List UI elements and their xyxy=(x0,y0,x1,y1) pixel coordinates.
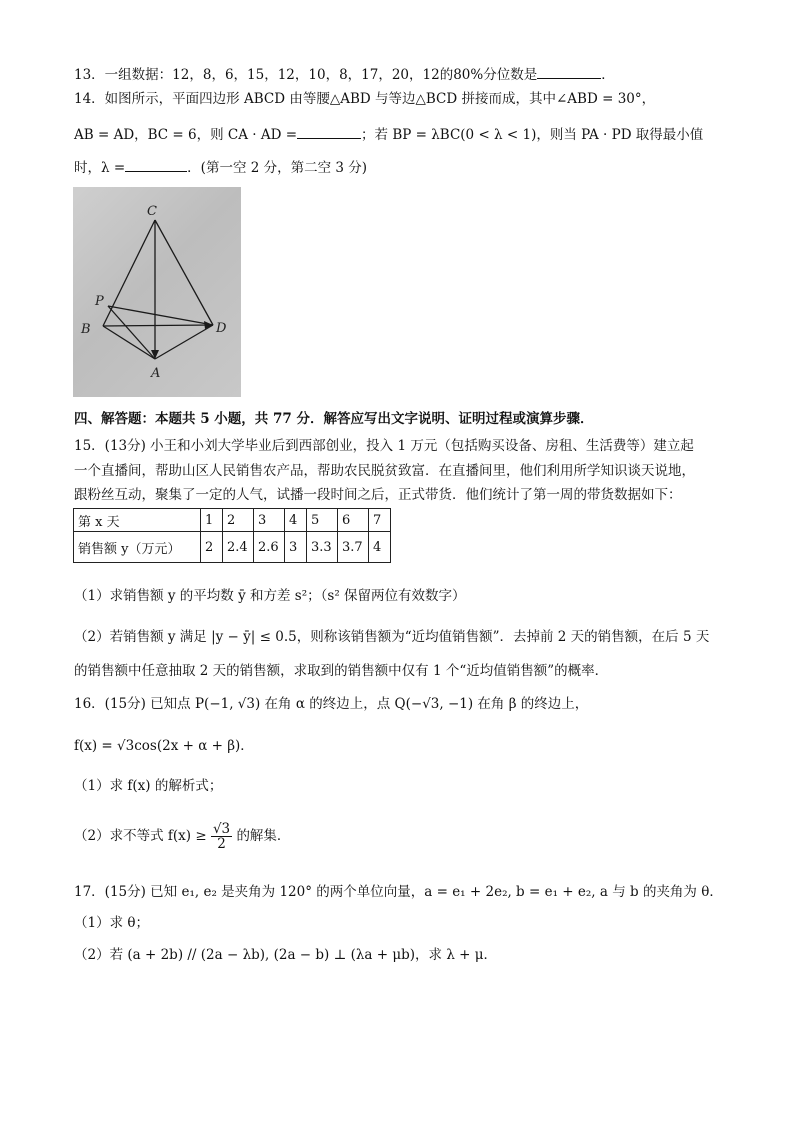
table-cell: 5 xyxy=(307,509,338,532)
segment-PD xyxy=(108,306,213,325)
q15-line2: 一个直播间，帮助山区人民销售农产品，帮助农民脱贫致富．在直播间里，他们利用所学知识谈天说地， xyxy=(74,463,695,479)
q17-part1: （1）求 θ； xyxy=(74,915,150,931)
q14-line3b: ．(第一空 2 分，第二空 3 分) xyxy=(187,160,368,176)
table-header-sales: 销售额 y（万元） xyxy=(74,532,201,563)
table-cell: 3.3 xyxy=(307,532,338,563)
q13-end: ． xyxy=(601,67,615,83)
edge-AD xyxy=(155,325,213,359)
q14-line2 xyxy=(74,124,703,144)
q16-part2b: 的解集． xyxy=(236,828,291,844)
edge-CD xyxy=(155,220,213,325)
quadrilateral-diagram xyxy=(73,187,241,397)
q15-part2-line2: 的销售额中任意抽取 2 天的销售额，求取到的销售额中仅有 1 个“近均值销售额”的概率． xyxy=(74,663,609,679)
label-A: A xyxy=(151,366,161,381)
q14-line3 xyxy=(74,157,367,177)
segment-PA xyxy=(108,306,155,359)
table-cell: 2 xyxy=(201,532,223,563)
table-cell: 4 xyxy=(369,532,391,563)
table-cell: 1 xyxy=(201,509,223,532)
geometry-figure xyxy=(73,187,241,397)
q14-answer-blank-2[interactable] xyxy=(125,157,187,172)
fraction-sqrt3-over-2 xyxy=(211,822,232,851)
q14-answer-blank-1[interactable] xyxy=(297,124,361,139)
q13-answer-blank[interactable] xyxy=(537,64,601,79)
q17-part2: （2）若 (a + 2b) // (2a − λb), (2a − b) ⊥ (λa + μb)，求 λ + μ． xyxy=(74,947,498,963)
edge-BA xyxy=(103,326,155,359)
table-header-day: 第 x 天 xyxy=(74,509,201,532)
q15-part2-line1: （2）若销售额 y 满足 |y − ȳ| ≤ 0.5，则称该销售额为“近均值销售额”．去掉前 2 天的销售额，在后 5 天 xyxy=(74,629,710,645)
fraction-denominator: 2 xyxy=(217,836,226,852)
label-B: B xyxy=(81,322,91,337)
q15-line1: 15．(13分) 小王和小刘大学毕业后到西部创业，投入 1 万元（包括购买设备、房租、生活费等）建立起 xyxy=(74,438,694,454)
label-C: C xyxy=(147,204,157,219)
q16-part2 xyxy=(74,822,290,851)
table-row-days xyxy=(74,509,391,532)
label-P: P xyxy=(95,294,104,309)
table-cell: 2.6 xyxy=(254,532,285,563)
table-row-sales xyxy=(74,532,391,563)
q14-line2b: ；若 BP = λBC(0 < λ < 1)，则当 PA · PD 取得最小值 xyxy=(361,127,704,143)
q14-line1: 14．如图所示，平面四边形 ABCD 由等腰△ABD 与等边△BCD 拼接而成，其中∠ABD = 30°， xyxy=(74,91,656,107)
table-cell: 3.7 xyxy=(338,532,369,563)
q14-line3a: 时，λ = xyxy=(74,160,126,176)
q15-line3: 跟粉丝互动，聚集了一定的人气，试播一段时间之后，正式带货．他们统计了第一周的带货数据如下： xyxy=(74,487,682,503)
table-cell: 2 xyxy=(223,509,254,532)
table-cell: 4 xyxy=(285,509,307,532)
question-13 xyxy=(74,64,615,84)
edge-BD xyxy=(103,325,213,326)
q15-part1: （1）求销售额 y 的平均数 ȳ 和方差 s²；（s² 保留两位有效数字） xyxy=(74,588,466,604)
table-cell: 2.4 xyxy=(223,532,254,563)
q16-part1: （1）求 f(x) 的解析式； xyxy=(74,778,223,794)
q16-line1: 16．(15分) 已知点 P(−1, √3) 在角 α 的终边上，点 Q(−√3, −1) 在角 β 的终边上， xyxy=(74,696,589,712)
q16-line2: f(x) = √3cos(2x + α + β)． xyxy=(74,738,254,754)
table-cell: 3 xyxy=(285,532,307,563)
table-cell: 6 xyxy=(338,509,369,532)
label-D: D xyxy=(216,321,227,336)
q13-text: 13．一组数据：12，8，6，15，12，10，8，17，20，12的80%分位数是 xyxy=(74,67,538,83)
q17-line1: 17．(15分) 已知 e₁, e₂ 是夹角为 120° 的两个单位向量，a = e₁ + 2e₂, b = e₁ + e₂, a 与 b 的夹角为 θ． xyxy=(74,884,723,900)
fraction-numerator: √3 xyxy=(212,821,231,837)
table-cell: 7 xyxy=(369,509,391,532)
q16-part2a: （2）求不等式 f(x) ≥ xyxy=(74,828,207,844)
q14-line2a: AB = AD，BC = 6，则 CA · AD = xyxy=(74,127,298,143)
table-cell: 3 xyxy=(254,509,285,532)
section-4-heading: 四、解答题：本题共 5 小题，共 77 分．解答应写出文字说明、证明过程或演算步骤． xyxy=(74,411,594,427)
sales-table xyxy=(73,508,391,563)
